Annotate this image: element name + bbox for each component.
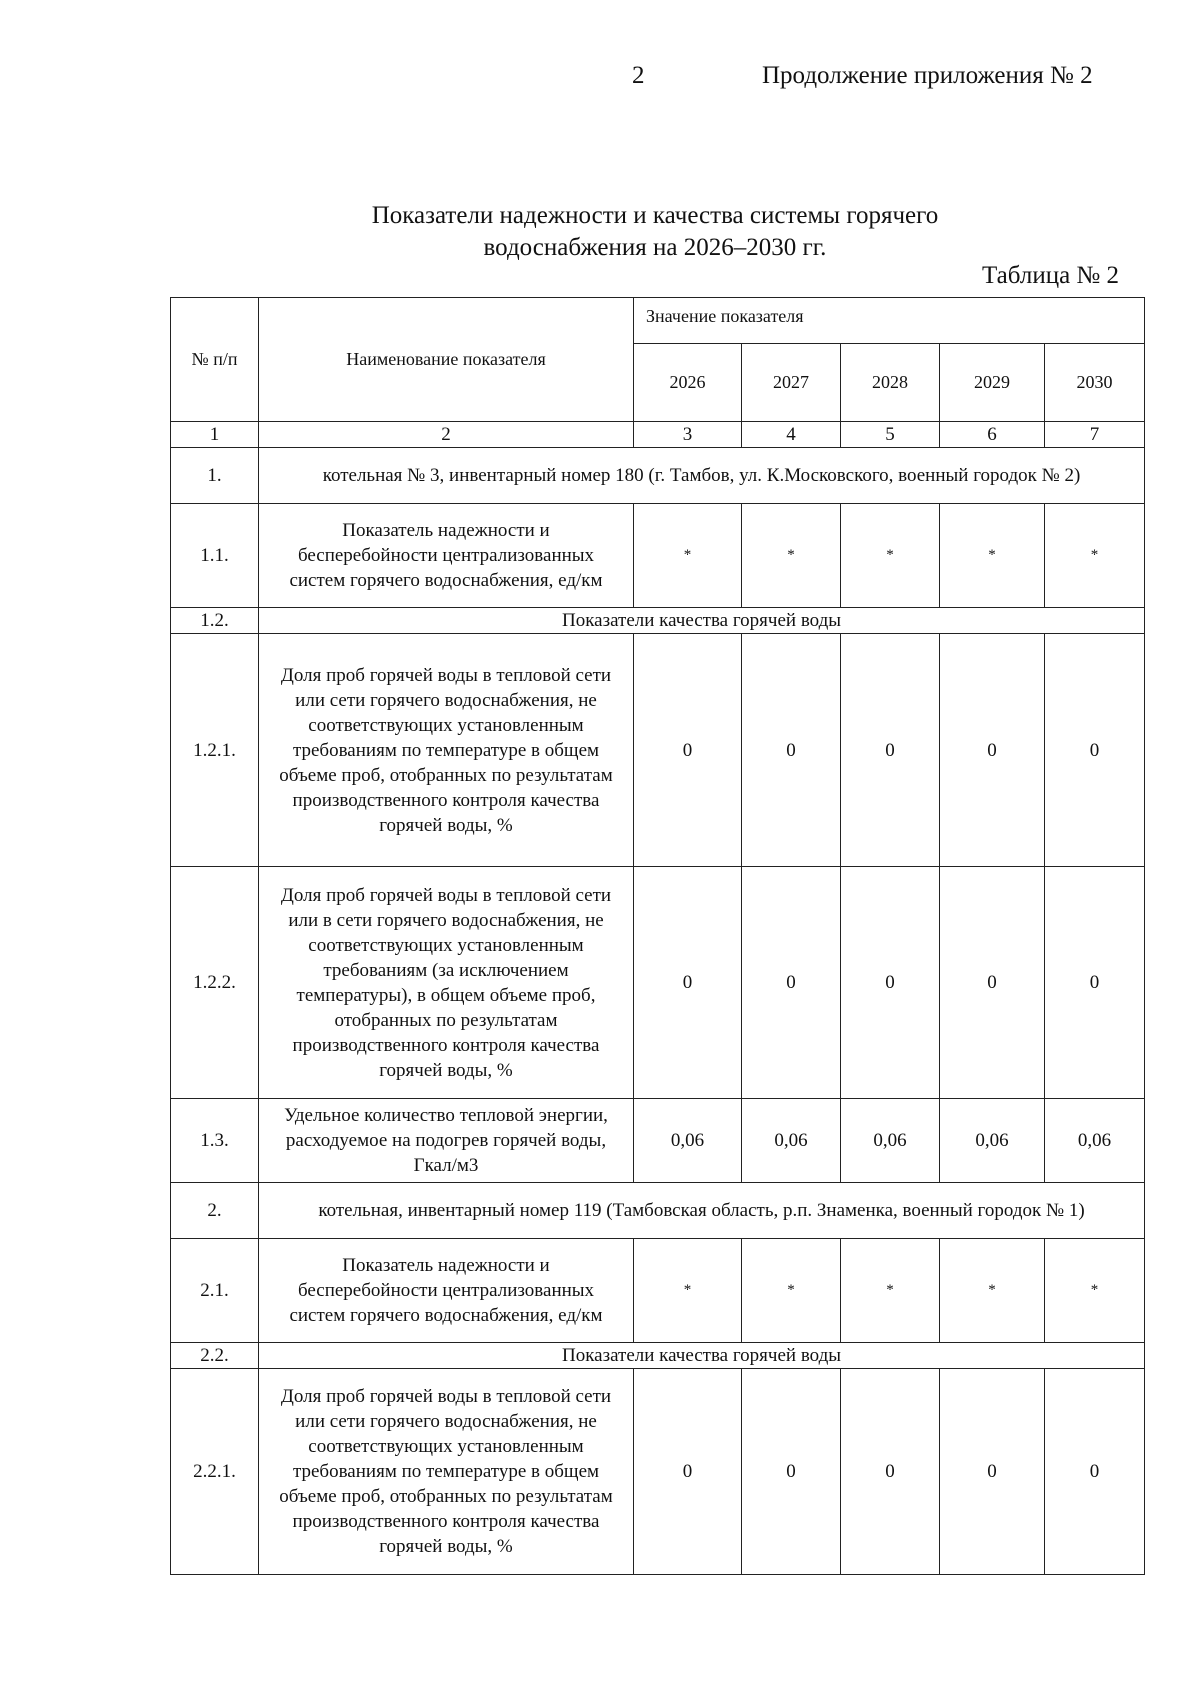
indicator-value: * [634,1239,742,1343]
page-number: 2 [632,62,645,89]
row-number: 1. [171,448,259,504]
indicator-value: * [841,1239,940,1343]
indicator-name: Показатель надежности и бесперебойности централизованных систем горячего водоснабжения, ед/км [259,504,634,608]
row-number: 2.2. [171,1343,259,1369]
indicator-value: 0 [1045,867,1145,1099]
table-row [171,504,1145,608]
indicator-value: 0 [841,867,940,1099]
indicator-value: * [742,504,841,608]
table-row [171,867,1145,1099]
indicator-value: 0 [940,634,1045,867]
header-value-group: Значение показателя [634,298,1145,344]
row-number: 1.3. [171,1099,259,1183]
table-row [171,1099,1145,1183]
indicator-value: 0,06 [634,1099,742,1183]
header-num: № п/п [171,298,259,422]
indicator-value: 0 [841,1369,940,1575]
indicator-value: * [742,1239,841,1343]
indicator-name: Удельное количество тепловой энергии, расходуемое на подогрев горячей воды, Гкал/м3 [259,1099,634,1183]
section-title: Показатели качества горячей воды [259,1343,1145,1369]
indicator-name: Доля проб горячей воды в тепловой сети или сети горячего водоснабжения, не соответствующих установленным требованиям по температуре в общем объеме проб, отобранных по результатам производственного контроля качества горячей воды, % [259,634,634,867]
section-row [171,1343,1145,1369]
indicator-value: * [1045,1239,1145,1343]
indicators-table [170,297,1145,1575]
col-number: 4 [742,422,841,448]
row-number: 2.2.1. [171,1369,259,1575]
row-number: 2. [171,1183,259,1239]
col-number: 6 [940,422,1045,448]
title-line-1: Показатели надежности и качества системы горячего [371,202,939,229]
indicator-name: Доля проб горячей воды в тепловой сети или сети горячего водоснабжения, не соответствующих установленным требованиям по температуре в общем объеме проб, отобранных по результатам производственного контроля качества горячей воды, % [259,1369,634,1575]
col-number: 3 [634,422,742,448]
row-number: 1.2.2. [171,867,259,1099]
indicator-value: 0 [1045,634,1145,867]
indicator-value: 0 [940,867,1045,1099]
header-year: 2029 [940,344,1045,422]
title-line-2: водоснабжения на 2026–2030 гг. [483,234,827,261]
indicator-value: 0 [742,634,841,867]
table-label: Таблица № 2 [982,262,1120,289]
indicator-name: Доля проб горячей воды в тепловой сети или в сети горячего водоснабжения, не соответствующих установленным требованиям (за исключением температуры), в общем объеме проб, отобранных по результатам производственного контроля качества горячей воды, % [259,867,634,1099]
row-number: 1.2. [171,608,259,634]
col-number: 7 [1045,422,1145,448]
indicator-value: * [940,504,1045,608]
header-year: 2026 [634,344,742,422]
col-number: 1 [171,422,259,448]
section-row [171,1183,1145,1239]
row-number: 1.2.1. [171,634,259,867]
header-year: 2030 [1045,344,1145,422]
indicator-value: 0,06 [742,1099,841,1183]
indicator-value: 0 [1045,1369,1145,1575]
indicator-value: 0 [634,634,742,867]
section-title: котельная, инвентарный номер 119 (Тамбовская область, р.п. Знаменка, военный городок № 1) [259,1183,1145,1239]
table-row [171,1239,1145,1343]
indicator-value: * [841,504,940,608]
indicator-value: 0,06 [940,1099,1045,1183]
indicator-value: 0 [634,1369,742,1575]
header-year: 2027 [742,344,841,422]
indicator-value: 0 [841,634,940,867]
section-row [171,608,1145,634]
indicator-value: 0 [742,1369,841,1575]
header-name: Наименование показателя [259,298,634,422]
table-row [171,634,1145,867]
indicator-value: 0,06 [841,1099,940,1183]
section-title: Показатели качества горячей воды [259,608,1145,634]
row-number: 2.1. [171,1239,259,1343]
indicator-value: 0 [742,867,841,1099]
col-number: 2 [259,422,634,448]
table-row [171,1369,1145,1575]
indicator-value: 0 [634,867,742,1099]
row-number: 1.1. [171,504,259,608]
indicator-value: * [634,504,742,608]
indicator-value: 0,06 [1045,1099,1145,1183]
header-year: 2028 [841,344,940,422]
indicator-name: Показатель надежности и бесперебойности централизованных систем горячего водоснабжения, ед/км [259,1239,634,1343]
section-row [171,448,1145,504]
document-title [255,200,1055,264]
indicator-value: 0 [940,1369,1045,1575]
indicator-value: * [1045,504,1145,608]
appendix-label: Продолжение приложения № 2 [762,62,1093,89]
indicator-value: * [940,1239,1045,1343]
section-title: котельная № 3, инвентарный номер 180 (г. Тамбов, ул. К.Московского, военный городок № 2) [259,448,1145,504]
col-number: 5 [841,422,940,448]
